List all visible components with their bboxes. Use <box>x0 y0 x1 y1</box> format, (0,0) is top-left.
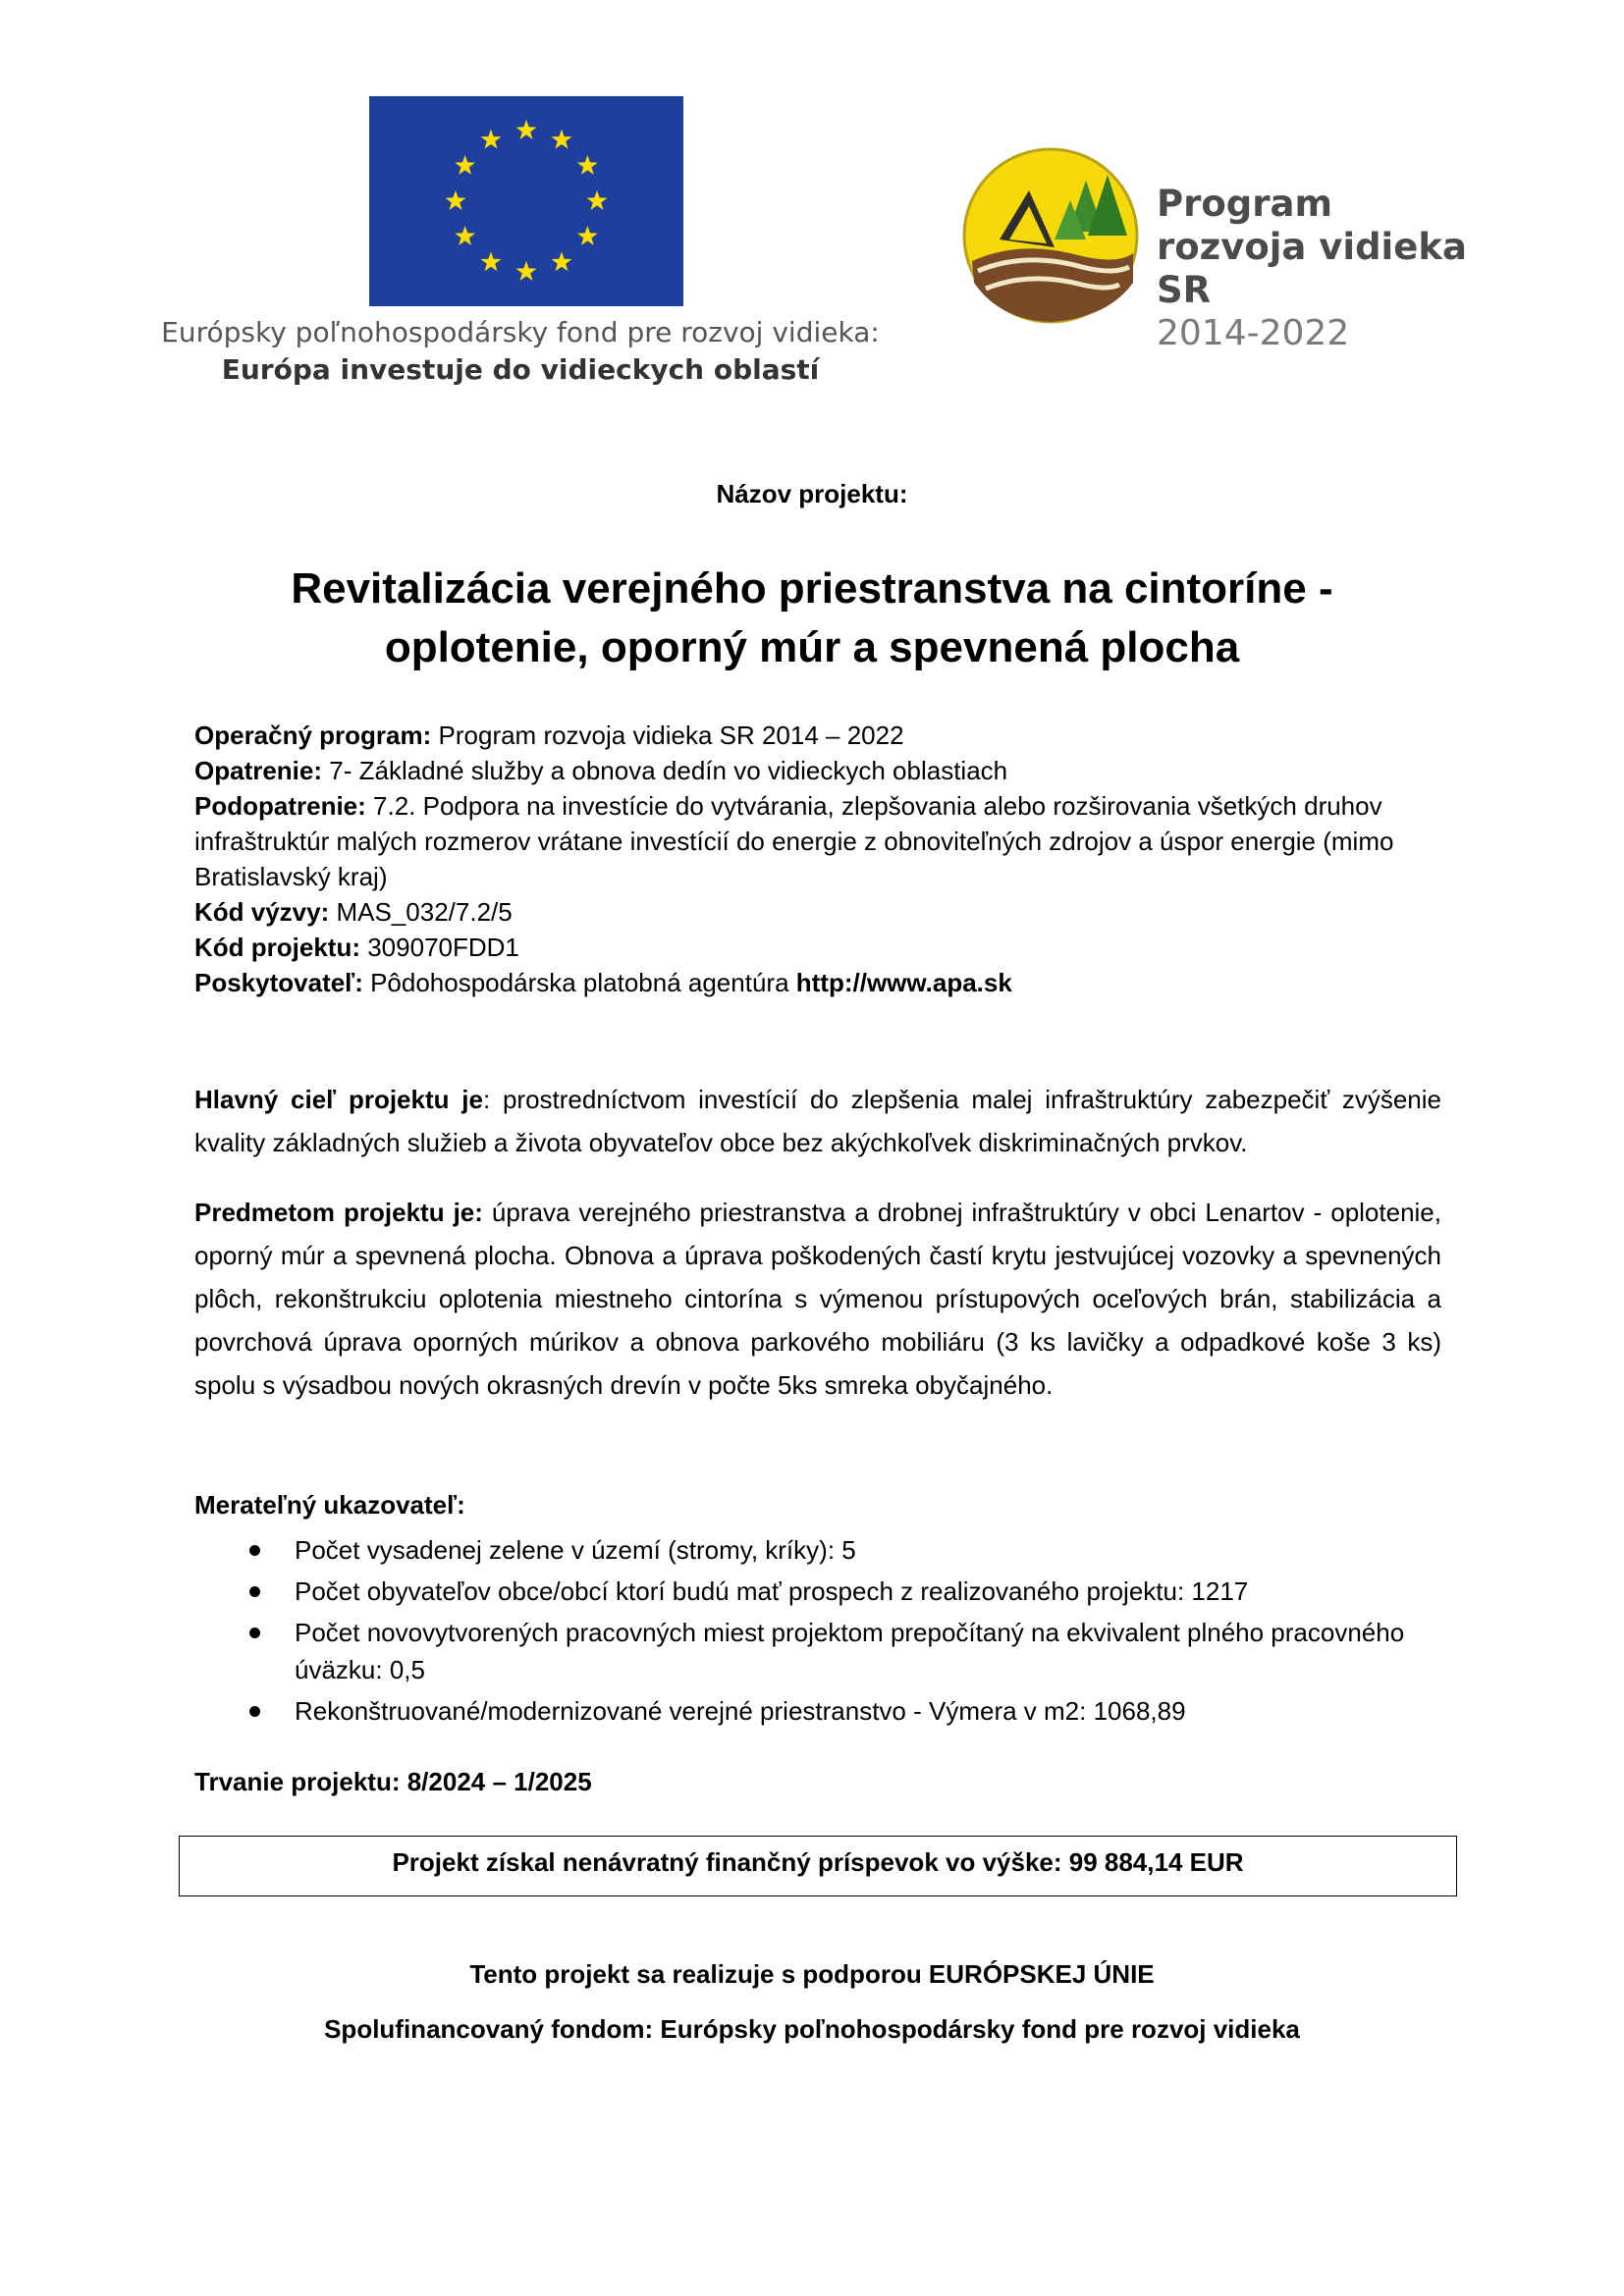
project-subject-paragraph <box>194 1191 1441 1407</box>
project-name-label: Názov projektu: <box>716 479 908 508</box>
goal-text: : prostredníctvom investícií do zlepšenia malej infraštruktúry zabezpečiť zvýšenie kvality základných služieb a života obyvateľov obce bez akýchkoľvek diskriminačných prvkov. <box>194 1085 1441 1157</box>
eu-caption-line1: Európsky poľnohospodársky fond pre rozvoj vidieka: <box>161 316 880 348</box>
indicator-text: Rekonštruované/modernizované verejné priestranstvo - Výmera v m2: 1068,89 <box>295 1696 1186 1726</box>
prv-logo-text <box>1157 183 1510 355</box>
bullet-icon <box>249 1586 260 1597</box>
measure-label: Opatrenie: <box>194 756 323 785</box>
call-value: MAS_032/7.2/5 <box>329 897 513 927</box>
indicator-text: Počet vysadenej zelene v území (stromy, kríky): 5 <box>295 1535 856 1565</box>
goal-label: Hlavný cieľ projektu je <box>194 1085 483 1114</box>
indicator-text: Počet novovytvorených pracovných miest projektom prepočítaný na ekvivalent plného pracovného úväzku: 0,5 <box>295 1618 1405 1684</box>
cofinancing-note: Spolufinancovaný fondom: Európsky poľnohospodársky fond pre rozvoj vidieka <box>324 2014 1300 2044</box>
project-duration: Trvanie projektu: 8/2024 – 1/2025 <box>194 1767 592 1796</box>
prv-line2: rozvoja vidieka SR <box>1157 226 1467 311</box>
provider-label: Poskytovateľ: <box>194 968 363 997</box>
list-item <box>244 1573 1422 1610</box>
project-info <box>194 718 1441 1000</box>
list-item <box>244 1614 1422 1688</box>
indicators-heading: Merateľný ukazovateľ: <box>194 1490 465 1520</box>
project-title-line1: Revitalizácia verejného priestranstva na cintoríne - <box>291 564 1333 613</box>
eu-flag-image <box>369 96 683 306</box>
indicators-list <box>244 1531 1422 1734</box>
call-label: Kód výzvy: <box>194 897 330 927</box>
provider-url-link[interactable]: http://www.apa.sk <box>795 968 1012 997</box>
eu-fund-caption <box>137 314 903 389</box>
prv-emblem-image <box>960 145 1141 326</box>
info-measure <box>194 753 1441 788</box>
info-submeasure <box>194 788 1441 894</box>
prv-years: 2014-2022 <box>1157 313 1350 353</box>
submeasure-value: 7.2. Podpora na investície do vytvárania, zlepšovania alebo rozširovania všetkých druhov infraštruktúr malých rozmerov vrátane investícií do energie z obnoviteľných zdrojov a úspor energie (mimo Bratislavský kraj) <box>194 791 1394 891</box>
list-item <box>244 1531 1422 1569</box>
prv-line1: Program <box>1157 183 1333 225</box>
info-project-code <box>194 930 1441 965</box>
info-operational-program <box>194 718 1441 753</box>
project-goal-paragraph <box>194 1078 1441 1164</box>
submeasure-label: Podopatrenie: <box>194 791 366 821</box>
code-label: Kód projektu: <box>194 933 360 962</box>
info-provider <box>194 965 1441 1000</box>
project-title-line2: oplotenie, oporný múr a spevnená plocha <box>384 623 1240 671</box>
measure-value: 7- Základné služby a obnova dedín vo vidieckych oblastiach <box>322 756 1008 785</box>
subject-label: Predmetom projektu je: <box>194 1198 483 1227</box>
bullet-icon <box>249 1545 260 1556</box>
indicator-text: Počet obyvateľov obce/obcí ktorí budú mať prospech z realizovaného projektu: 1217 <box>295 1576 1249 1606</box>
provider-value: Pôdohospodárska platobná agentúra <box>362 968 796 997</box>
grant-amount-box: Projekt získal nenávratný finančný príspevok vo výške: 99 884,14 EUR <box>179 1836 1457 1896</box>
eu-flag-logo <box>369 96 683 306</box>
info-call-code <box>194 894 1441 930</box>
code-value: 309070FDD1 <box>360 933 519 962</box>
list-item <box>244 1692 1422 1730</box>
subject-text: úprava verejného priestranstva a drobnej infraštruktúry v obci Lenartov - oplotenie, oporný múr a spevnená plocha. Obnova a úprava poškodených častí krytu jestvujúcej vozovky a spevnených plôch, rekonštrukciu oplotenia miestneho cintorína s výmenou prístupových oceľových brán, stabilizácia a povrchová úprava oporných múrikov a obnova parkového mobiliáru (3 ks lavičky a odpadkové koše 3 ks) spolu s výsadbou nových okrasných drevín v počte 5ks smreka obyčajného. <box>194 1198 1441 1400</box>
op-value: Program rozvoja vidieka SR 2014 – 2022 <box>431 721 904 750</box>
op-label: Operačný program: <box>194 721 432 750</box>
eu-caption-line2: Európa investuje do vidieckych oblastí <box>221 353 820 386</box>
bullet-icon <box>249 1628 260 1638</box>
prv-emblem-logo <box>960 145 1141 326</box>
bullet-icon <box>249 1706 260 1717</box>
project-title <box>177 560 1447 677</box>
eu-support-note: Tento projekt sa realizuje s podporou EURÓPSKEJ ÚNIE <box>469 1959 1155 1989</box>
